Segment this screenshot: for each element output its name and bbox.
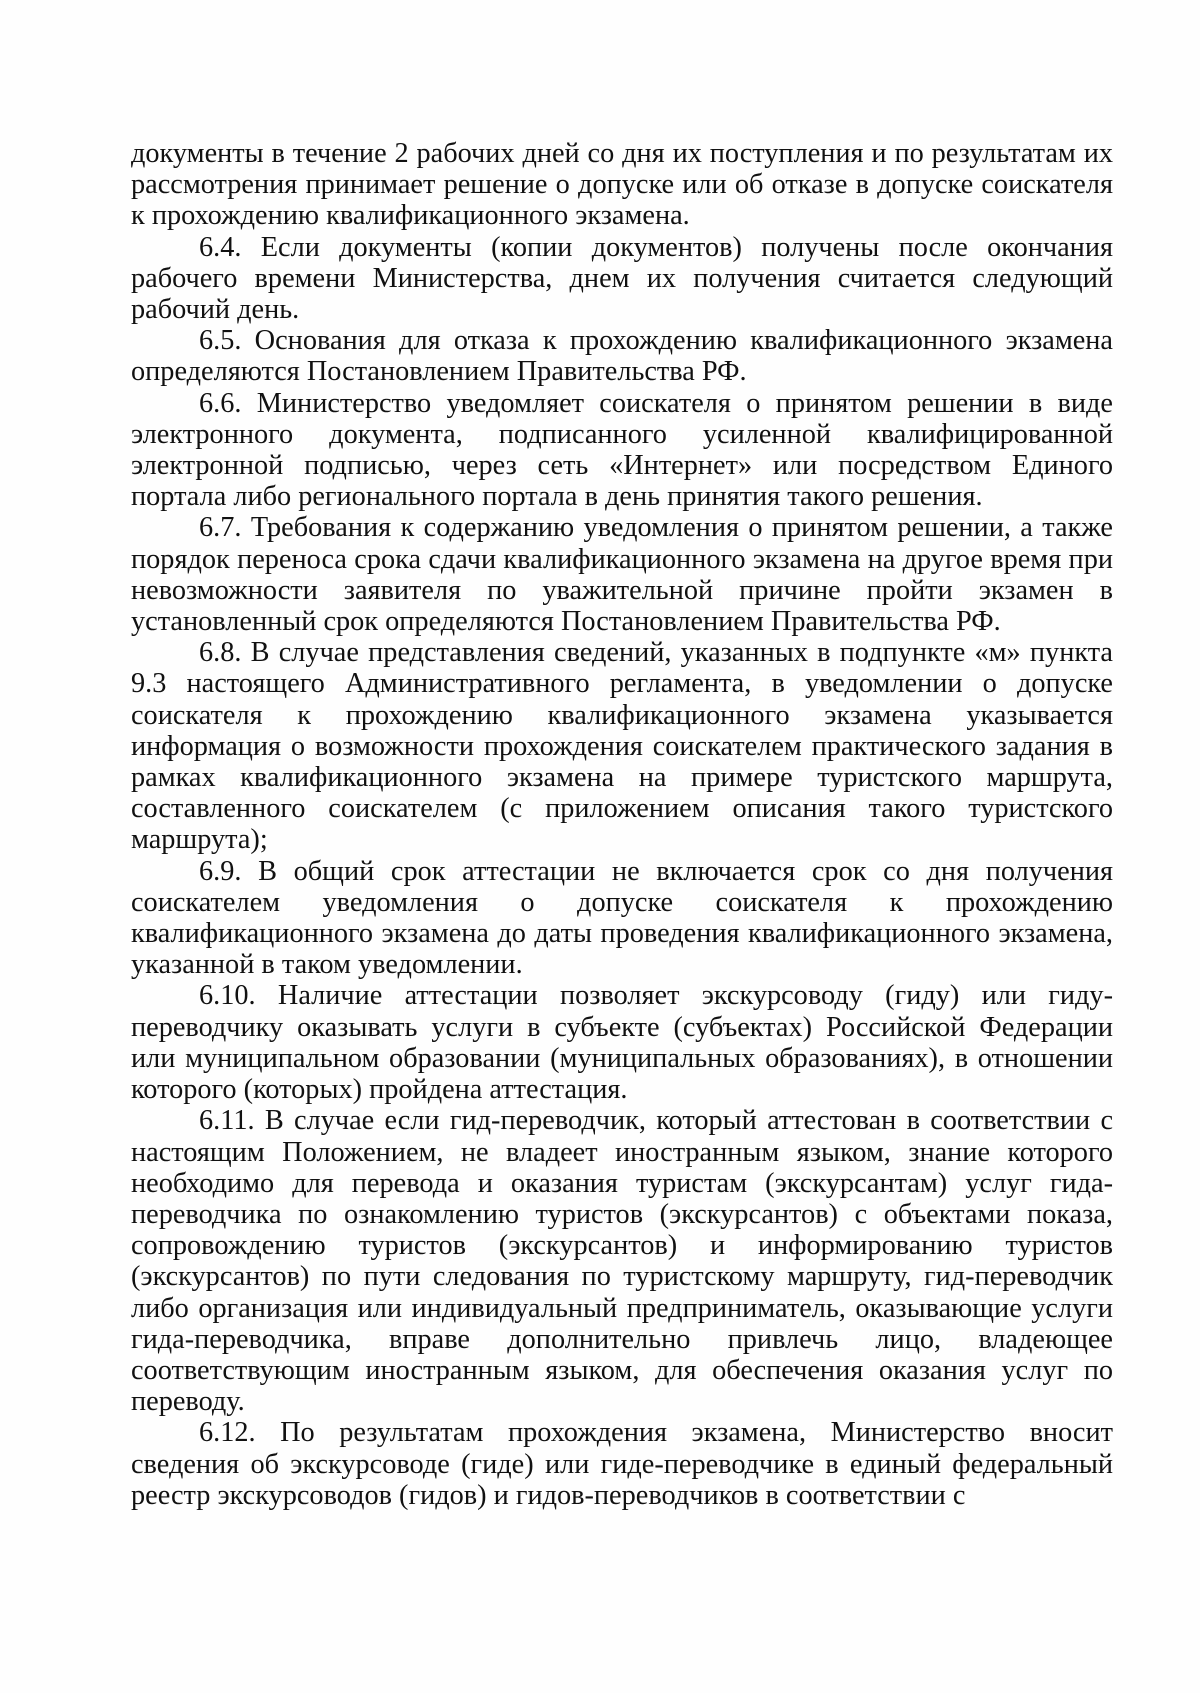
paragraph-6-12: 6.12. По результатам прохождения экзамена, Министерство вносит сведения об экскурсоводе (гиде) или гиде-переводчике в единый федеральный реестр экскурсоводов (гидов) и гидов-переводчиков в соответствии с [131,1417,1113,1511]
paragraph-6-8: 6.8. В случае представления сведений, указанных в подпункте «м» пункта 9.3 настоящего Административного регламента, в уведомлении о допуске соискателя к прохождению квалификационного экзамена указывается информация о возможности прохождения соискателем практического задания в рамках квалификационного экзамена на примере туристского маршрута, составленного соискателем (с приложением описания такого туристского маршрута); [131,637,1113,856]
paragraph-6-7: 6.7. Требования к содержанию уведомления о принятом решении, а также порядок переноса срока сдачи квалификационного экзамена на другое время при невозможности заявителя по уважительной причине пройти экзамен в установленный срок определяются Постановлением Правительства РФ. [131,512,1113,638]
paragraph-6-10: 6.10. Наличие аттестации позволяет экскурсоводу (гиду) или гиду-переводчику оказывать услуги в субъекте (субъектах) Российской Федерации или муниципальном образовании (муниципальных образованиях), в отношении которого (которых) пройдена аттестация. [131,980,1113,1106]
document-body [131,138,1113,1511]
paragraph-6-11: 6.11. В случае если гид-переводчик, который аттестован в соответствии с настоящим Положением, не владеет иностранным языком, знание которого необходимо для перевода и оказания туристам (экскурсантам) услуг гида-переводчика по ознакомлению туристов (экскурсантов) с объектами показа, сопровождению туристов (экскурсантов) и информированию туристов (экскурсантов) по пути следования по туристскому маршруту, гид-переводчик либо организация или индивидуальный предприниматель, оказывающие услуги гида-переводчика, вправе дополнительно привлечь лицо, владеющее соответствующим иностранным языком, для обеспечения оказания услуг по переводу. [131,1105,1113,1418]
paragraph-continuation: документы в течение 2 рабочих дней со дня их поступления и по результатам их рассмотрения принимает решение о допуске или об отказе в допуске соискателя к прохождению квалификационного экзамена. [131,138,1113,232]
paragraph-6-6: 6.6. Министерство уведомляет соискателя о принятом решении в виде электронного документа, подписанного усиленной квалифицированной электронной подписью, через сеть «Интернет» или посредством Единого портала либо регионального портала в день принятия такого решения. [131,387,1113,513]
paragraph-6-5: 6.5. Основания для отказа к прохождению квалификационного экзамена определяются Постановлением Правительства РФ. [131,325,1113,388]
paragraph-6-9: 6.9. В общий срок аттестации не включается срок со дня получения соискателем уведомления о допуске соискателя к прохождению квалификационного экзамена до даты проведения квалификационного экзамена, указанной в таком уведомлении. [131,855,1113,981]
paragraph-6-4: 6.4. Если документы (копии документов) получены после окончания рабочего времени Министерства, днем их получения считается следующий рабочий день. [131,231,1113,326]
